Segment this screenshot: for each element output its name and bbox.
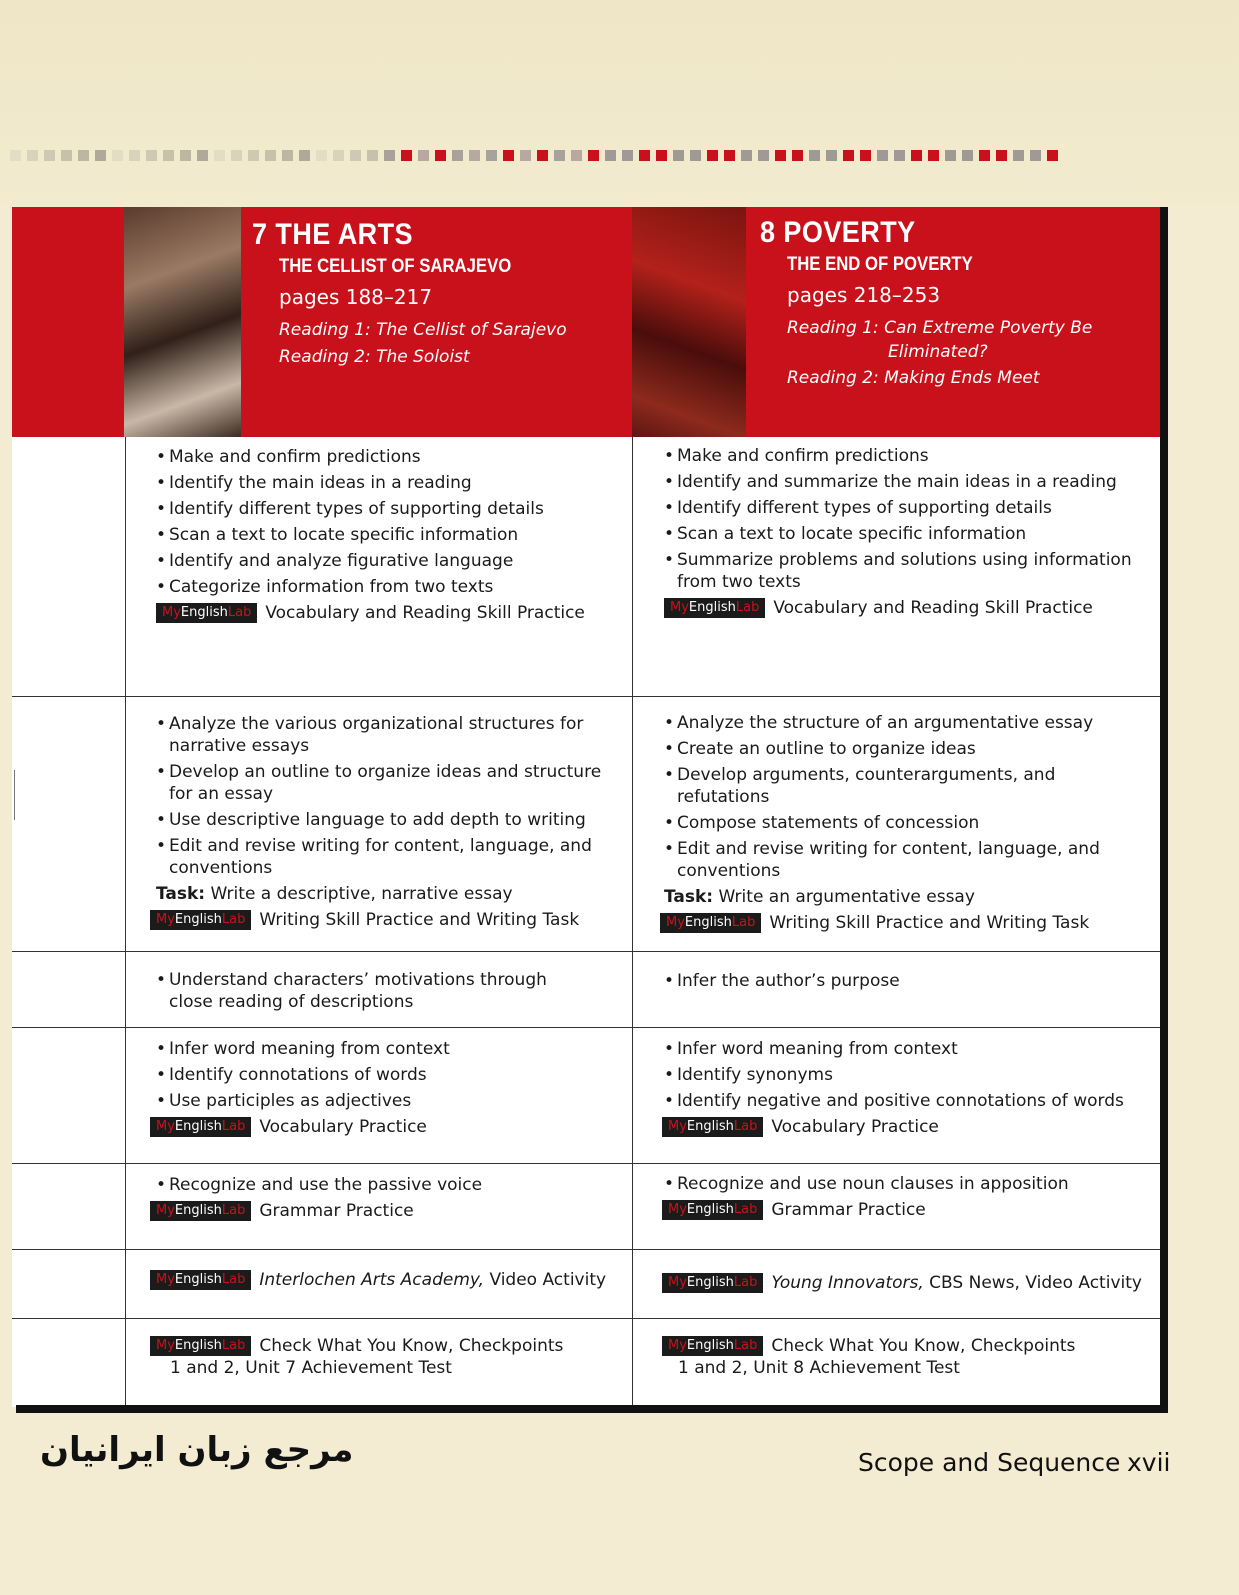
task-label: Task: xyxy=(664,887,714,907)
row-divider xyxy=(12,1249,1160,1250)
decorative-dot xyxy=(282,150,293,161)
unit-8-reading-1: Reading 1: Can Extreme Poverty Be xyxy=(787,318,1093,338)
unit-8-reading-2: Reading 2: Making Ends Meet xyxy=(787,368,1040,388)
footer-section-title: Scope and Sequence xyxy=(858,1448,1121,1477)
unit-8-critical-thinking xyxy=(664,970,1144,992)
bullet-item: • Infer word meaning from context xyxy=(156,1038,616,1060)
myenglishlab-badge[interactable]: MyEnglishLab xyxy=(150,1270,251,1290)
decorative-dot xyxy=(1013,150,1024,161)
decorative-dot xyxy=(571,150,582,161)
decorative-dot xyxy=(469,150,480,161)
unit-8-photo xyxy=(632,207,746,437)
column-divider-middle xyxy=(632,437,633,1405)
decorative-dot xyxy=(265,150,276,161)
myenglishlab-badge[interactable]: MyEnglishLab xyxy=(662,1273,763,1293)
decorative-dot xyxy=(452,150,463,161)
lab-activity-label: Vocabulary and Reading Skill Practice xyxy=(265,603,585,623)
unit-7-critical-thinking-cell xyxy=(156,969,596,1017)
decorative-dot xyxy=(44,150,55,161)
unit-8-task xyxy=(664,886,1144,908)
video-title: Young Innovators, xyxy=(771,1273,924,1293)
decorative-dot xyxy=(622,150,633,161)
unit-7-vocabulary-cell xyxy=(156,1038,616,1138)
bullet-item: • Infer word meaning from context xyxy=(664,1038,1144,1060)
unit-7-photo xyxy=(124,207,241,437)
decorative-dot xyxy=(418,150,429,161)
bullet-item: • Edit and revise writing for content, language, and conventions xyxy=(664,838,1144,882)
decorative-dot xyxy=(656,150,667,161)
decorative-dot xyxy=(316,150,327,161)
unit-8-grammar-cell xyxy=(664,1173,1144,1221)
lab-activity-label: Vocabulary Practice xyxy=(771,1117,939,1137)
unit-8-assessment-lab xyxy=(662,1335,1142,1357)
bullet-item: • Use participles as adjectives xyxy=(156,1090,616,1112)
unit-8-writing-cell xyxy=(664,712,1144,934)
unit-7-writing-lab xyxy=(150,909,606,931)
unit-7-critical-thinking xyxy=(156,969,596,1013)
decorative-dot xyxy=(350,150,361,161)
table-shadow-right xyxy=(1160,207,1168,1413)
decorative-dot xyxy=(231,150,242,161)
myenglishlab-badge[interactable]: MyEnglishLab xyxy=(150,1201,251,1221)
decorative-dot xyxy=(163,150,174,161)
bullet-item: • Use descriptive language to add depth to writing xyxy=(156,809,606,831)
lab-activity-label-cont: 1 and 2, Unit 8 Achievement Test xyxy=(678,1358,960,1378)
decorative-dot xyxy=(384,150,395,161)
unit-7-assessment-cell xyxy=(150,1333,620,1379)
unit-8-video-cell xyxy=(662,1270,1152,1294)
decorative-dot xyxy=(792,150,803,161)
decorative-dot xyxy=(724,150,735,161)
decorative-dot xyxy=(928,150,939,161)
bullet-item: • Develop an outline to organize ideas and structure for an essay xyxy=(156,761,606,805)
decorative-dot xyxy=(826,150,837,161)
bullet-item: • Make and confirm predictions xyxy=(156,446,621,468)
unit-8-reading-skills xyxy=(664,445,1144,593)
lab-activity-label: Writing Skill Practice and Writing Task xyxy=(769,913,1090,933)
decorative-dot xyxy=(775,150,786,161)
decorative-dot xyxy=(843,150,854,161)
lab-activity-label: Writing Skill Practice and Writing Task xyxy=(259,910,580,930)
unit-7-grammar xyxy=(156,1174,616,1196)
decorative-dot xyxy=(367,150,378,161)
unit-7-assessment-lab xyxy=(150,1335,620,1357)
unit-8-pages: pages 218–253 xyxy=(787,283,941,307)
decorative-dot xyxy=(588,150,599,161)
decorative-dot xyxy=(639,150,650,161)
unit-7-reading-skills xyxy=(156,446,621,598)
bullet-item: • Develop arguments, counterarguments, and refutations xyxy=(664,764,1144,808)
bullet-item: • Analyze the structure of an argumentative essay xyxy=(664,712,1144,734)
decorative-dot xyxy=(1030,150,1041,161)
unit-8-subtitle: THE END OF POVERTY xyxy=(787,254,973,275)
unit-7-video-lab xyxy=(150,1269,620,1291)
decorative-dot xyxy=(299,150,310,161)
row-divider xyxy=(12,951,1160,952)
lab-activity-label: Vocabulary and Reading Skill Practice xyxy=(773,598,1093,618)
unit-7-vocabulary xyxy=(156,1038,616,1112)
myenglishlab-badge[interactable]: MyEnglishLab xyxy=(150,1336,251,1356)
bullet-item: • Scan a text to locate specific information xyxy=(156,524,621,546)
myenglishlab-badge[interactable]: MyEnglishLab xyxy=(150,910,251,930)
unit-7-writing-skills xyxy=(156,713,606,879)
video-title: Interlochen Arts Academy, xyxy=(259,1270,485,1290)
decorative-dot xyxy=(10,150,21,161)
decorative-dot xyxy=(146,150,157,161)
bullet-item: • Understand characters’ motivations through close reading of descriptions xyxy=(156,969,596,1013)
video-activity-label xyxy=(259,1269,606,1291)
unit-8-reading-lab xyxy=(664,597,1144,619)
lab-activity-label: Grammar Practice xyxy=(771,1200,926,1220)
unit-7-subtitle: THE CELLIST OF SARAJEVO xyxy=(279,256,512,277)
lab-activity-label: Vocabulary Practice xyxy=(259,1117,427,1137)
column-divider-left xyxy=(125,437,126,1405)
unit-8-writing-lab xyxy=(660,912,1144,934)
lab-activity-label-cont: 1 and 2, Unit 7 Achievement Test xyxy=(170,1358,452,1378)
decorative-dot xyxy=(95,150,106,161)
row-divider xyxy=(12,696,1160,697)
bullet-item: • Summarize problems and solutions using information from two texts xyxy=(664,549,1144,593)
decorative-dot xyxy=(78,150,89,161)
decorative-dot xyxy=(690,150,701,161)
bullet-item: • Identify and summarize the main ideas in a reading xyxy=(664,471,1144,493)
row-divider xyxy=(12,1318,1160,1319)
unit-7-task xyxy=(156,883,606,905)
unit-7-title: 7 THE ARTS xyxy=(252,218,414,251)
decorative-dot xyxy=(707,150,718,161)
unit-8-title: 8 POVERTY xyxy=(760,216,916,249)
bullet-item: • Categorize information from two texts xyxy=(156,576,621,598)
top-band xyxy=(0,0,1239,205)
unit-7-reading-1: Reading 1: The Cellist of Sarajevo xyxy=(279,320,567,340)
decorative-dot xyxy=(911,150,922,161)
myenglishlab-badge[interactable]: MyEnglishLab xyxy=(664,598,765,618)
lab-activity-label: Grammar Practice xyxy=(259,1201,414,1221)
decorative-dot xyxy=(61,150,72,161)
watermark-text: مرجع زبان ایرانیان xyxy=(40,1430,354,1470)
task-text: Write a descriptive, narrative essay xyxy=(210,884,513,904)
unit-7-grammar-cell xyxy=(156,1174,616,1222)
bullet-item: • Recognize and use noun clauses in apposition xyxy=(664,1173,1144,1195)
video-rest: CBS News, Video Activity xyxy=(929,1273,1142,1293)
video-activity-label xyxy=(771,1272,1142,1294)
unit-8-critical-thinking-cell xyxy=(664,970,1144,996)
unit-8-reading-1-cont: Eliminated? xyxy=(888,342,988,362)
footer-page-number: xvii xyxy=(1127,1448,1171,1477)
decorative-dot xyxy=(180,150,191,161)
margin-mark xyxy=(14,770,15,820)
unit-8-assessment-cell xyxy=(662,1333,1142,1379)
myenglishlab-badge[interactable]: MyEnglishLab xyxy=(150,1117,251,1137)
decorative-dot xyxy=(894,150,905,161)
unit-7-video-cell xyxy=(150,1267,620,1291)
bullet-item: • Identify negative and positive connotations of words xyxy=(664,1090,1144,1112)
bullet-item: • Identify connotations of words xyxy=(156,1064,616,1086)
bullet-item: • Compose statements of concession xyxy=(664,812,1144,834)
decorative-dot xyxy=(809,150,820,161)
decorative-dot xyxy=(860,150,871,161)
decorative-dot xyxy=(741,150,752,161)
unit-8-writing-skills xyxy=(664,712,1144,882)
bullet-item: • Identify and analyze figurative language xyxy=(156,550,621,572)
decorative-dot xyxy=(248,150,259,161)
decorative-dot xyxy=(979,150,990,161)
myenglishlab-badge[interactable]: MyEnglishLab xyxy=(662,1117,763,1137)
decorative-dot xyxy=(214,150,225,161)
table-shadow-bottom xyxy=(16,1405,1168,1413)
unit-7-vocabulary-lab xyxy=(150,1116,616,1138)
decorative-dot xyxy=(435,150,446,161)
decorative-dot xyxy=(537,150,548,161)
bullet-item: • Infer the author’s purpose xyxy=(664,970,1144,992)
bullet-item: • Make and confirm predictions xyxy=(664,445,1144,467)
decorative-dot xyxy=(877,150,888,161)
decorative-dot xyxy=(996,150,1007,161)
decorative-dot xyxy=(112,150,123,161)
bullet-item: • Identify the main ideas in a reading xyxy=(156,472,621,494)
lab-activity-label: Check What You Know, Checkpoints xyxy=(259,1336,564,1356)
decorative-dot xyxy=(1047,150,1058,161)
bullet-item: • Identify different types of supporting details xyxy=(664,497,1144,519)
unit-8-vocabulary-lab xyxy=(662,1116,1144,1138)
unit-8-reading-cell xyxy=(664,445,1144,619)
bullet-item: • Create an outline to organize ideas xyxy=(664,738,1144,760)
decorative-dot xyxy=(962,150,973,161)
bullet-item: • Identify synonyms xyxy=(664,1064,1144,1086)
myenglishlab-badge[interactable]: MyEnglishLab xyxy=(156,603,257,623)
decorative-dot-strip xyxy=(10,150,1110,162)
decorative-dot xyxy=(197,150,208,161)
myenglishlab-badge[interactable]: MyEnglishLab xyxy=(662,1336,763,1356)
unit-8-vocabulary-cell xyxy=(664,1038,1144,1138)
unit-8-grammar-lab xyxy=(662,1199,1144,1221)
unit-7-pages: pages 188–217 xyxy=(279,285,433,309)
bullet-item: • Identify different types of supporting details xyxy=(156,498,621,520)
decorative-dot xyxy=(486,150,497,161)
unit-7-reading-cell xyxy=(156,446,621,624)
decorative-dot xyxy=(503,150,514,161)
decorative-dot xyxy=(333,150,344,161)
bullet-item: • Analyze the various organizational structures for narrative essays xyxy=(156,713,606,757)
bullet-item: • Scan a text to locate specific information xyxy=(664,523,1144,545)
decorative-dot xyxy=(554,150,565,161)
video-rest: Video Activity xyxy=(489,1270,607,1290)
decorative-dot xyxy=(758,150,769,161)
unit-8-grammar xyxy=(664,1173,1144,1195)
myenglishlab-badge[interactable]: MyEnglishLab xyxy=(662,1200,763,1220)
row-divider xyxy=(12,1027,1160,1028)
task-text: Write an argumentative essay xyxy=(718,887,975,907)
bullet-item: • Recognize and use the passive voice xyxy=(156,1174,616,1196)
decorative-dot xyxy=(673,150,684,161)
unit-7-writing-cell xyxy=(156,713,606,931)
unit-8-vocabulary xyxy=(664,1038,1144,1112)
decorative-dot xyxy=(129,150,140,161)
unit-8-video-lab xyxy=(662,1272,1152,1294)
decorative-dot xyxy=(27,150,38,161)
row-divider xyxy=(12,1163,1160,1164)
lab-activity-label: Check What You Know, Checkpoints xyxy=(771,1336,1076,1356)
bullet-item: • Edit and revise writing for content, language, and conventions xyxy=(156,835,606,879)
decorative-dot xyxy=(945,150,956,161)
myenglishlab-badge[interactable]: MyEnglishLab xyxy=(660,913,761,933)
task-label: Task: xyxy=(156,884,206,904)
decorative-dot xyxy=(520,150,531,161)
unit-7-grammar-lab xyxy=(150,1200,616,1222)
unit-7-reading-2: Reading 2: The Soloist xyxy=(279,347,470,367)
unit-7-reading-lab xyxy=(156,602,621,624)
decorative-dot xyxy=(401,150,412,161)
decorative-dot xyxy=(605,150,616,161)
